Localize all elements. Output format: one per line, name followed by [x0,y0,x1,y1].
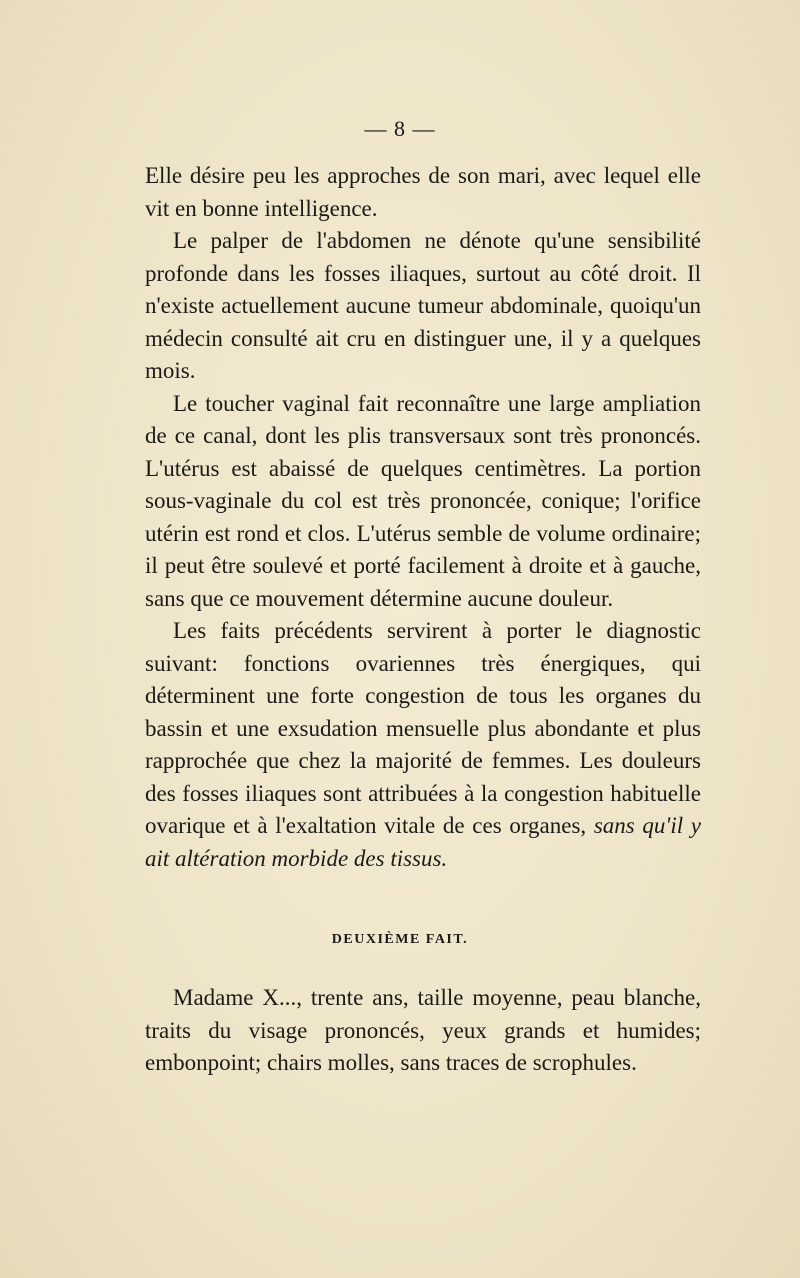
body-text-block-2 [145,982,701,1080]
paragraph: Le palper de l'abdomen ne dénote qu'une sensibilité profonde dans les fosses iliaques, surtout au côté droit. Il n'existe actuellement aucune tumeur abdominale, quoiqu'un médecin consulté ait cru en distinguer une, il y a quelques mois. [145,228,701,383]
paragraph [145,615,701,875]
body-text-block [145,160,701,875]
paragraph-text: Les faits précédents servirent à porter le diagnostic suivant: fonctions ovariennes très énergiques, qui déterminent une forte congestion de tous les organes du bassin et une exsudation mensuelle plus abondante et plus rapprochée que chez la majorité de femmes. Les douleurs des fosses iliaques sont attribuées à la congestion habituelle ovarique et à l'exaltation vitale de ces organes, [145,618,701,838]
section-heading: DEUXIÈME FAIT. [331,932,469,947]
paragraph: Madame X..., trente ans, taille moyenne, peau blanche, traits du visage prononcés, yeux grands et humides; embonpoint; chairs molles, sans traces de scrophules. [145,985,701,1075]
paragraph: Le toucher vaginal fait reconnaître une large ampliation de ce canal, dont les plis transversaux sont très prononcés. L'utérus est abaissé de quelques centimètres. La portion sous-vaginale du col est très prononcée, conique; l'orifice utérin est rond et clos. L'utérus semble de volume ordinaire; il peut être soulevé et porté facilement à droite et à gauche, sans que ce mouvement détermine aucune douleur. [145,390,701,611]
paragraph: Elle désire peu les approches de son mari, avec lequel elle vit en bonne intelligence. [145,163,701,221]
page-number: — 8 — [364,116,436,141]
italic-phrase: sans qu'il y ait altération morbide des tissus. [145,813,701,871]
